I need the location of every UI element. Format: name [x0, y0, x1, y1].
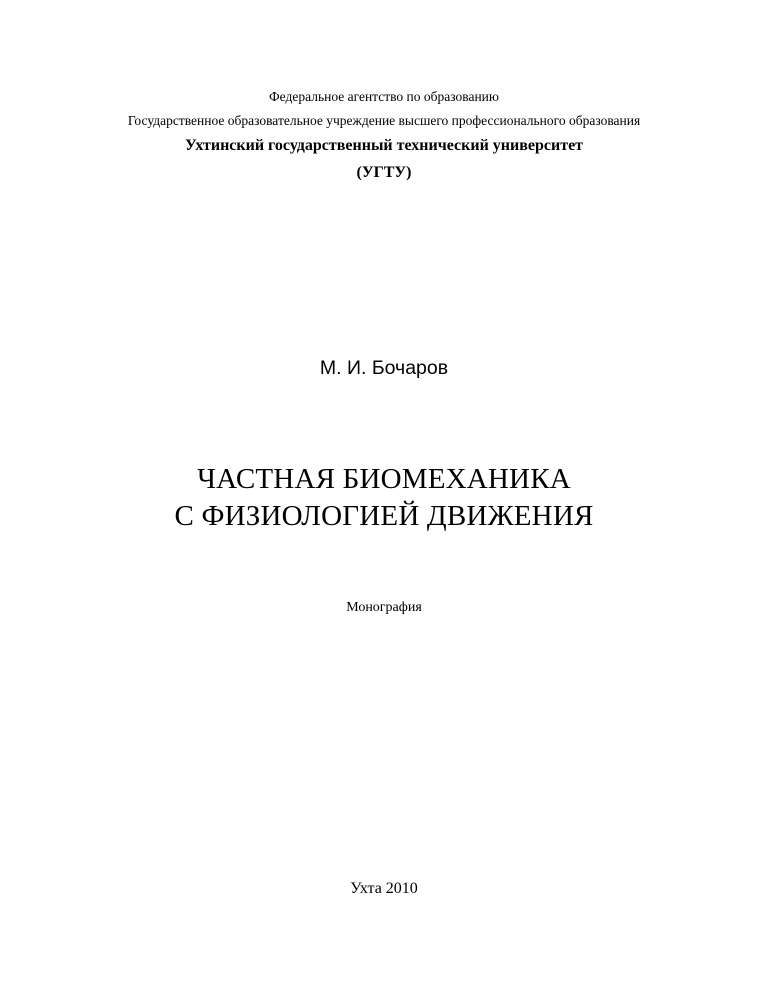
publication-genre: Монография	[346, 600, 422, 615]
book-title-line-2: С ФИЗИОЛОГИЕЙ ДВИЖЕНИЯ	[174, 500, 594, 532]
place-and-year: Ухта 2010	[350, 880, 418, 897]
university-name: Ухтинский государственный технический университет	[184, 137, 584, 154]
author-name: М. И. Бочаров	[319, 357, 449, 379]
book-title-line-1: ЧАСТНАЯ БИОМЕХАНИКА	[197, 463, 571, 495]
institution-name: Государственное образовательное учреждение высшего профессионального образования	[127, 113, 641, 128]
agency-name: Федеральное агентство по образованию	[269, 89, 499, 104]
university-abbreviation: (УГТУ)	[356, 164, 412, 181]
